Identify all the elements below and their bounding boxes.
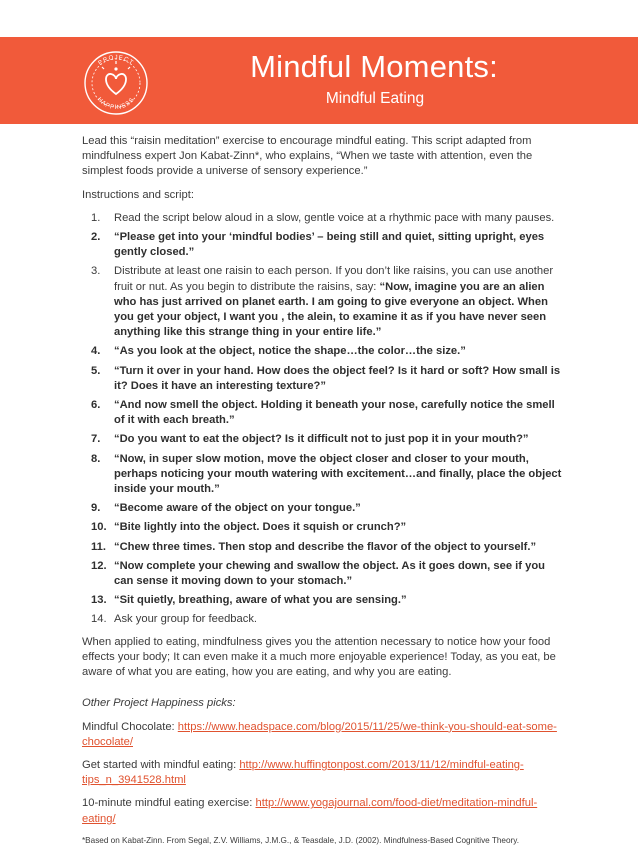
step-text: “Sit quietly, breathing, aware of what you are sensing.” (114, 594, 407, 607)
step-script-text: “Now, imagine you are an alien who has just arrived on planet earth. I am going to give everyone an object. When you get your object, I want you , the alein, to examine it as if you have never seen anything like this strange thing in your entire life.” (114, 280, 548, 339)
pick-label: 10-minute mindful eating exercise: (82, 797, 256, 810)
header-banner (0, 37, 638, 124)
instructions-heading: Instructions and script: (82, 188, 194, 201)
step-text: “And now smell the object. Holding it beneath your nose, carefully notice the smell of it with each breath.” (114, 399, 555, 427)
logo-text-top: PROJECT (97, 54, 135, 67)
step-text: “Now, in super slow motion, move the object closer and closer to your mouth, perhaps noticing your mouth watering with excitement…and finally, place the object inside your mouth.” (114, 452, 562, 496)
step-number: 2. (91, 231, 101, 244)
step-number: 7. (91, 433, 101, 446)
step-text: “Become aware of the object on your tongue.” (114, 502, 361, 515)
step-text: “As you look at the object, notice the shape…the color…the size.” (114, 345, 466, 358)
step-item (82, 612, 562, 627)
pick-label: Get started with mindful eating: (82, 758, 240, 771)
pick-item (82, 796, 562, 826)
pick-link[interactable]: https://www.headspace.com/blog/2015/11/25/we-think-you-should-eat-some-chocolate/ (82, 720, 557, 748)
footnote: *Based on Kabat-Zinn. From Segal, Z.V. Williams, J.M.G., & Teasdale, J.D. (2002). Mindfulness-Based Cognitive Theory. (82, 835, 520, 845)
step-number: 1. (91, 211, 101, 224)
step-text: Ask your group for feedback. (114, 613, 258, 626)
step-number: 5. (91, 364, 101, 377)
step-item (82, 398, 562, 428)
step-item (82, 559, 562, 589)
step-number: 14. (91, 613, 107, 626)
step-text: Distribute at least one raisin to each person. If you don’t like raisins, you can use another fruit or nut. As you begin to distribute the raisins, say: (114, 265, 554, 293)
pick-link[interactable]: http://www.yogajournal.com/food-diet/meditation-mindful-eating/ (82, 797, 538, 825)
step-number: 3. (91, 265, 101, 278)
step-item (82, 264, 562, 340)
step-number: 12. (91, 559, 107, 572)
page-subtitle: Mindful Eating (325, 90, 425, 107)
step-number: 6. (91, 399, 101, 412)
step-text: “Turn it over in your hand. How does the object feel? Is it hard or soft? How small is it? Does it have an interesting texture?” (114, 364, 561, 392)
picks-list (82, 720, 562, 827)
step-number: 13. (91, 594, 107, 607)
step-item (82, 432, 562, 447)
step-number: 11. (91, 540, 106, 553)
step-number: 8. (91, 452, 101, 465)
step-item (82, 540, 562, 555)
pick-item (82, 720, 562, 750)
logo-text-bottom: HAPPINESS (95, 96, 137, 112)
step-item (82, 364, 562, 394)
step-number: 9. (91, 502, 101, 515)
step-text: “Bite lightly into the object. Does it squish or crunch?” (114, 521, 407, 534)
conclusion-paragraph: When applied to eating, mindfulness gives you the attention necessary to notice how your food effects your body; It can even make it a much more enjoyable experience! Today, as you eat, be aware of what you are eating, how you are eating, and why you are eating. (82, 635, 556, 679)
pick-item (82, 758, 562, 788)
step-item (82, 344, 562, 359)
pick-link[interactable]: http://www.huffingtonpost.com/2013/11/12/mindful-eating-tips_n_3941528.html (82, 758, 524, 787)
step-text: “Now complete your chewing and swallow the object. As it goes down, see if you can sense it moving down to your stomach.” (114, 559, 545, 588)
step-text: “Please get into your ‘mindful bodies’ – being still and quiet, sitting upright, eyes gently closed.” (114, 231, 545, 259)
pick-label: Mindful Chocolate: (82, 720, 178, 733)
steps-list (82, 211, 562, 628)
other-picks-heading: Other Project Happiness picks: (82, 697, 236, 710)
page-title: Mindful Moments: (250, 49, 498, 84)
step-text: “Do you want to eat the object? Is it difficult not to just pop it in your mouth?” (114, 433, 529, 446)
step-item (82, 211, 562, 226)
step-number: 4. (91, 345, 101, 358)
step-item (82, 520, 562, 535)
step-text: “Chew three times. Then stop and describe the flavor of the object to yourself.” (114, 540, 537, 553)
main-content (82, 134, 562, 854)
intro-paragraph: Lead this “raisin meditation” exercise to encourage mindful eating. This script adapted from mindfulness expert Jon Kabat-Zinn*, who explains, “When we taste with attention, even the simplest foods provide a universe of sensory experience.” (82, 135, 533, 178)
step-item (82, 501, 562, 516)
step-item (82, 593, 562, 608)
step-text: Read the script below aloud in a slow, gentle voice at a rhythmic pace with many pauses. (114, 211, 555, 224)
step-item (82, 452, 562, 498)
step-item (82, 230, 562, 260)
step-number: 10. (91, 521, 107, 534)
